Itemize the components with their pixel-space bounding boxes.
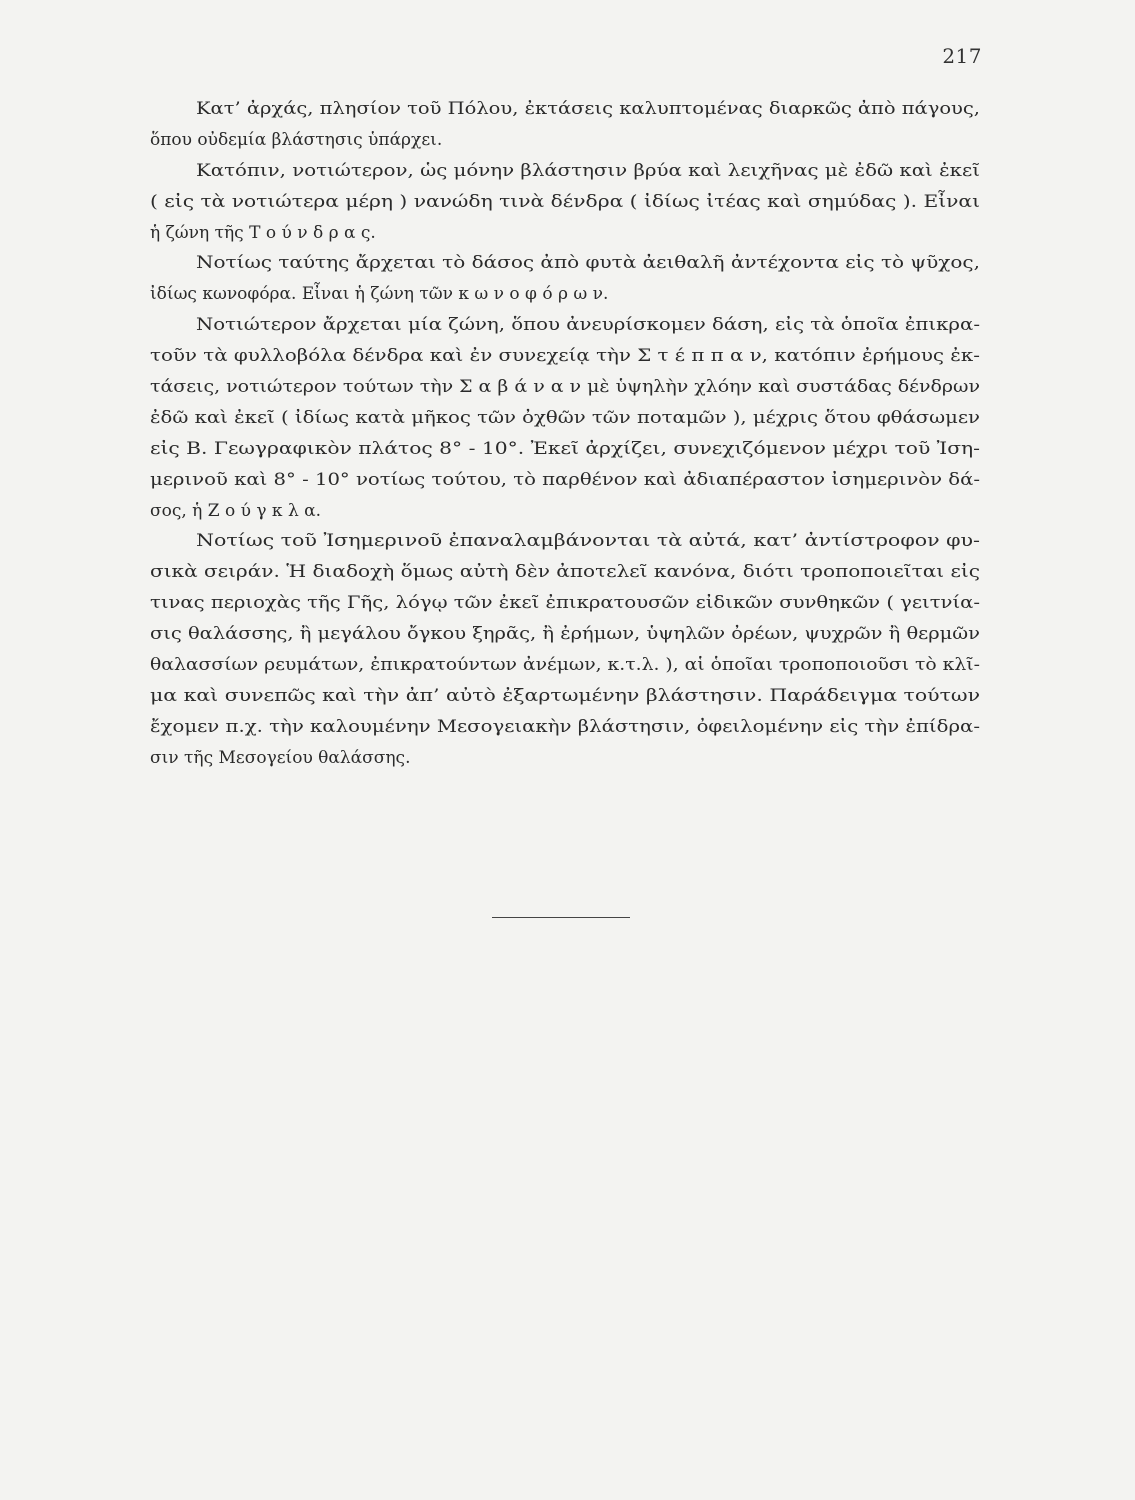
text-line bbox=[150, 681, 980, 712]
text-line bbox=[150, 310, 980, 341]
text-line-content: μα καὶ συνεπῶς καὶ τὴν ἀπ’ αὐτὸ ἐξαρτωμένην βλάστησιν. Παράδειγμα τούτων bbox=[150, 685, 980, 706]
text-line bbox=[150, 465, 980, 496]
text-line-content: τάσεις, νοτιώτερον τούτων τὴν Σ α β ά ν α ν μὲ ὑψηλὴν χλόην καὶ συστάδας δένδρων bbox=[150, 377, 981, 398]
text-line bbox=[150, 403, 980, 434]
text-line bbox=[150, 279, 980, 310]
text-line bbox=[150, 125, 980, 156]
text-line bbox=[150, 156, 980, 187]
text-line bbox=[150, 372, 980, 403]
text-line bbox=[150, 743, 980, 774]
text-line-content: ἰδίως κωνοφόρα. Εἶναι ἡ ζώνη τῶν κ ω ν ο φ ό ρ ω ν. bbox=[150, 284, 609, 305]
text-line-content: Κατ’ ἀρχάς, πλησίον τοῦ Πόλου, ἐκτάσεις καλυπτομένας διαρκῶς ἀπὸ πάγους, bbox=[196, 99, 981, 119]
text-line bbox=[150, 248, 980, 279]
text-line bbox=[150, 496, 980, 527]
text-line bbox=[150, 557, 980, 588]
closing-divider-line bbox=[492, 917, 630, 918]
text-line-content: Νοτιώτερον ἄρχεται μία ζώνη, ὅπου ἀνευρίσκομεν δάση, εἰς τὰ ὁποῖα ἐπικρα- bbox=[196, 315, 980, 336]
text-line-content: ὅπου οὐδεμία βλάστησις ὑπάρχει. bbox=[150, 129, 443, 150]
text-line bbox=[150, 526, 980, 557]
text-line-content: ἐδῶ καὶ ἐκεῖ ( ἰδίως κατὰ μῆκος τῶν ὀχθῶν τῶν ποταμῶν ), μέχρις ὅτου φθάσωμεν bbox=[150, 407, 981, 428]
text-line-content: τινας περιοχὰς τῆς Γῆς, λόγῳ τῶν ἐκεῖ ἐπικρατουσῶν εἰδικῶν συνθηκῶν ( γειτνία- bbox=[150, 593, 980, 614]
text-line-content: τοῦν τὰ φυλλοβόλα δένδρα καὶ ἐν συνεχείᾳ τὴν Σ τ έ π π α ν, κατόπιν ἐρήμους ἐκ- bbox=[150, 346, 980, 367]
text-line-content: εἰς Β. Γεωγραφικὸν πλάτος 8° - 10°. Ἐκεῖ ἀρχίζει, συνεχιζόμενον μέχρι τοῦ Ἰση- bbox=[150, 438, 980, 459]
text-line-content: θαλασσίων ρευμάτων, ἐπικρατούντων ἀνέμων, κ.τ.λ. ), αἱ ὁποῖαι τροποποιοῦσι τὸ κλῖ- bbox=[150, 655, 980, 676]
text-line-content: ἔχομεν π.χ. τὴν καλουμένην Μεσογειακὴν βλάστησιν, ὀφειλομένην εἰς τὴν ἐπίδρα- bbox=[150, 716, 980, 737]
text-line bbox=[150, 218, 980, 249]
text-line-content: μερινοῦ καὶ 8° - 10° νοτίως τούτου, τὸ παρθένον καὶ ἀδιαπέραστον ἰσημερινὸν δά- bbox=[150, 469, 980, 490]
text-line-content: Κατόπιν, νοτιώτερον, ὡς μόνην βλάστησιν βρύα καὶ λειχῆνας μὲ ἐδῶ καὶ ἐκεῖ bbox=[196, 160, 980, 181]
text-line-content: σος, ἡ Ζ ο ύ γ κ λ α. bbox=[150, 500, 322, 521]
text-line-content: ( εἰς τὰ νοτιώτερα μέρη ) νανώδη τινὰ δένδρα ( ἰδίως ἰτέας καὶ σημύδας ). Εἶναι bbox=[150, 191, 980, 212]
text-line bbox=[150, 588, 980, 619]
text-line bbox=[150, 619, 980, 650]
text-line bbox=[150, 187, 980, 218]
text-line-content: Νοτίως τοῦ Ἰσημερινοῦ ἐπαναλαμβάνονται τὰ αὐτά, κατ’ ἀντίστροφον φυ- bbox=[196, 531, 981, 552]
text-line-content: σικὰ σειράν. Ἡ διαδοχὴ ὅμως αὐτὴ δὲν ἀποτελεῖ κανόνα, διότι τροποποιεῖται εἰς bbox=[150, 562, 981, 583]
text-line-content: σιν τῆς Μεσογείου θαλάσσης. bbox=[150, 747, 411, 768]
body-text bbox=[150, 94, 980, 774]
text-line-content: σις θαλάσσης, ἢ μεγάλου ὄγκου ξηρᾶς, ἢ ἐρήμων, ὑψηλῶν ὀρέων, ψυχρῶν ἢ θερμῶν bbox=[150, 624, 981, 645]
page-number: 217 bbox=[942, 44, 982, 68]
text-line bbox=[150, 94, 980, 125]
text-line bbox=[150, 712, 980, 743]
text-line-content: Νοτίως ταύτης ἄρχεται τὸ δάσος ἀπὸ φυτὰ ἀειθαλῆ ἀντέχοντα εἰς τὸ ψῦχος, bbox=[196, 253, 980, 274]
text-line bbox=[150, 434, 980, 465]
text-line bbox=[150, 341, 980, 372]
text-line-content: ἡ ζώνη τῆς Τ ο ύ ν δ ρ α ς. bbox=[150, 222, 376, 243]
text-line bbox=[150, 650, 980, 681]
